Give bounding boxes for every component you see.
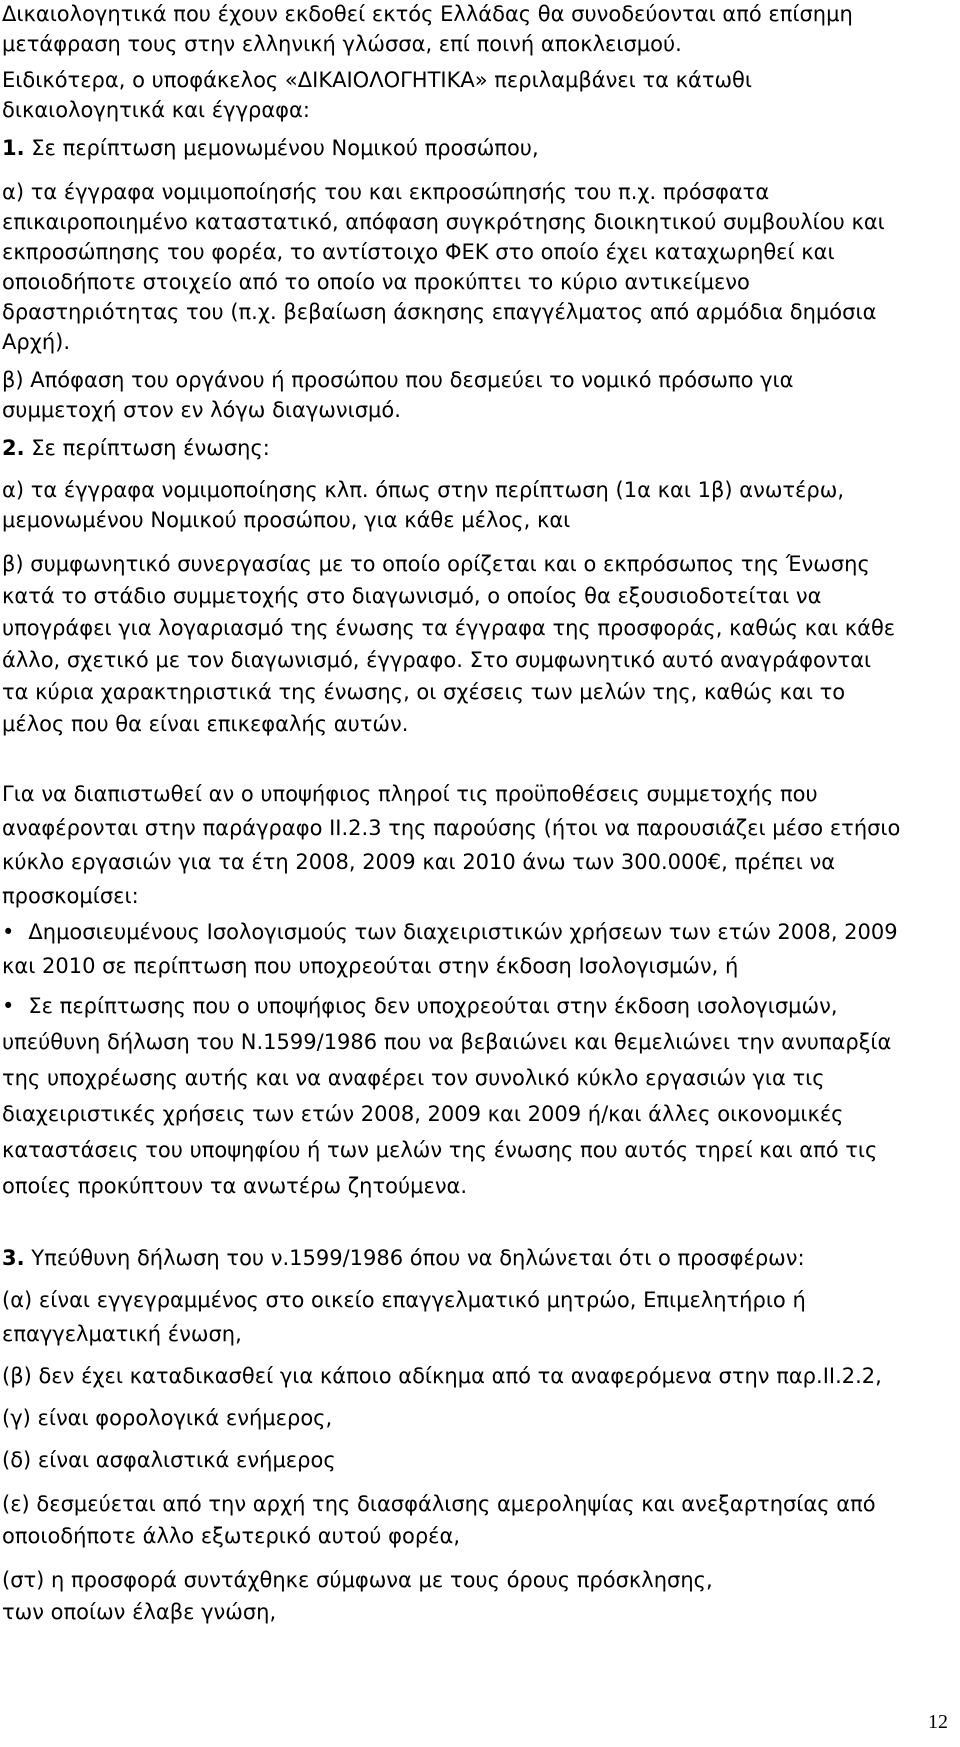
paragraph-line: μέλος που θα είναι επικεφαλής αυτών. [2,712,409,736]
bullet-item [2,918,956,946]
page-number: 12 [928,1711,948,1733]
paragraph-line: υπογράφει για λογαριασμό της ένωσης τα έγγραφα της προσφοράς, καθώς και κάθε [2,616,896,640]
bullet-text: Δημοσιευμένους Ισολογισμούς των διαχειριστικών χρήσεων των ετών 2008, 2009 [28,920,898,944]
paragraph-line: (δ) είναι ασφαλιστικά ενήμερος [2,1448,336,1472]
paragraph-line: μεμονωμένου Νομικού προσώπου, για κάθε μέλος, και [2,508,571,532]
bullet-mark: • [2,920,15,944]
paragraph-line: α) τα έγγραφα νομιμοποίησής του και εκπροσώπησής του π.χ. πρόσφατα [2,180,770,204]
section-number: 1. [2,136,25,160]
bullet-mark: • [2,994,15,1018]
section-2-heading [2,434,956,462]
paragraph-line: οποίες προκύπτουν τα ανωτέρω ζητούμενα. [2,1174,468,1198]
paragraph-line: α) τα έγγραφα νομιμοποίησης κλπ. όπως στην περίπτωση (1α και 1β) ανωτέρω, [2,478,844,502]
paragraph-line: αναφέρονται στην παράγραφο ΙΙ.2.3 της παρούσης (ήτοι να παρουσιάζει μέσο ετήσιο [2,816,901,840]
paragraph-line: συμμετοχή στον εν λόγω διαγωνισμό. [2,398,401,422]
paragraph-line: μετάφραση τους στην ελληνική γλώσσα, επί ποινή αποκλεισμού. [2,32,682,56]
paragraph-line: επαγγελματική ένωση, [2,1322,242,1346]
paragraph-line: των οποίων έλαβε γνώση, [2,1600,277,1624]
section-1-heading [2,134,956,162]
section-heading-text: Σε περίπτωση ένωσης: [24,436,270,460]
paragraph-line: Ειδικότερα, ο υποφάκελος «ΔΙΚΑΙΟΛΟΓΗΤΙΚΑ» περιλαμβάνει τα κάτωθι [2,68,753,92]
paragraph-line: Για να διαπιστωθεί αν ο υποψήφιος πληροί τις προϋποθέσεις συμμετοχής που [2,782,818,806]
paragraph-line: καταστάσεις του υποψηφίου ή των μελών της ένωσης που αυτός τηρεί και από τις [2,1138,878,1162]
paragraph-line: άλλο, σχετικό με τον διαγωνισμό, έγγραφο. Στο συμφωνητικό αυτό αναγράφονται [2,648,872,672]
section-number: 2. [2,436,25,460]
paragraph-line: προσκομίσει: [2,884,139,908]
paragraph-line: (στ) η προσφορά συντάχθηκε σύμφωνα με τους όρους πρόσκλησης, [2,1568,713,1592]
section-heading-text: Σε περίπτωση μεμονωμένου Νομικού προσώπου, [24,136,539,160]
paragraph-line: εκπροσώπησης του φορέα, το αντίστοιχο ΦΕΚ στο οποίο έχει καταχωρηθεί και [2,240,835,264]
paragraph-line: τα κύρια χαρακτηριστικά της ένωσης, οι σχέσεις των μελών της, καθώς και το [2,680,846,704]
paragraph-line: κατά το στάδιο συμμετοχής στο διαγωνισμό, ο οποίος θα εξουσιοδοτείται να [2,584,822,608]
paragraph-line: υπεύθυνη δήλωση του Ν.1599/1986 που να βεβαιώνει και θεμελιώνει την ανυπαρξία [2,1030,892,1054]
bullet-text: Σε περίπτωσης που ο υποψήφιος δεν υποχρεούται στην έκδοση ισολογισμών, [28,994,838,1018]
bullet-item [2,992,956,1020]
paragraph-line: διαχειριστικές χρήσεις των ετών 2008, 2009 και 2009 ή/και άλλες οικονομικές [2,1102,844,1126]
paragraph-line: δικαιολογητικά και έγγραφα: [2,98,310,122]
paragraph-line: Αρχή). [2,330,71,354]
section-number: 3. [2,1246,25,1270]
section-3-heading [2,1244,956,1272]
paragraph-line: β) Απόφαση του οργάνου ή προσώπου που δεσμεύει το νομικό πρόσωπο για [2,368,794,392]
paragraph-line: (ε) δεσμεύεται από την αρχή της διασφάλισης αμεροληψίας και ανεξαρτησίας από [2,1492,876,1516]
paragraph-line: οποιοδήποτε στοιχείο από το οποίο να προκύπτει το κύριο αντικείμενο [2,270,750,294]
section-heading-text: Υπεύθυνη δήλωση του ν.1599/1986 όπου να δηλώνεται ότι ο προσφέρων: [24,1246,805,1270]
paragraph-line: και 2010 σε περίπτωση που υποχρεούται στην έκδοση Ισολογισμών, ή [2,954,739,978]
paragraph-line: κύκλο εργασιών για τα έτη 2008, 2009 και 2010 άνω των 300.000€, πρέπει να [2,850,836,874]
paragraph-line: της υποχρέωσης αυτής και να αναφέρει τον συνολικό κύκλο εργασιών για τις [2,1066,825,1090]
paragraph-line: (β) δεν έχει καταδικασθεί για κάποιο αδίκημα από τα αναφερόμενα στην παρ.ΙΙ.2.2, [2,1364,882,1388]
paragraph-line: επικαιροποιημένο καταστατικό, απόφαση συγκρότησης διοικητικού συμβουλίου και [2,210,885,234]
paragraph-line: δραστηριότητας του (π.χ. βεβαίωση άσκησης επαγγέλματος από αρμόδια δημόσια [2,300,877,324]
paragraph-line: β) συμφωνητικό συνεργασίας με το οποίο ορίζεται και ο εκπρόσωπος της Ένωσης [2,552,870,576]
paragraph-line: οποιοδήποτε άλλο εξωτερικό αυτού φορέα, [2,1524,461,1548]
paragraph-line: (γ) είναι φορολογικά ενήμερος, [2,1406,333,1430]
paragraph-line: Δικαιολογητικά που έχουν εκδοθεί εκτός Ελλάδας θα συνοδεύονται από επίσημη [2,2,853,26]
paragraph-line: (α) είναι εγγεγραμμένος στο οικείο επαγγελματικό μητρώο, Επιμελητήριο ή [2,1288,806,1312]
